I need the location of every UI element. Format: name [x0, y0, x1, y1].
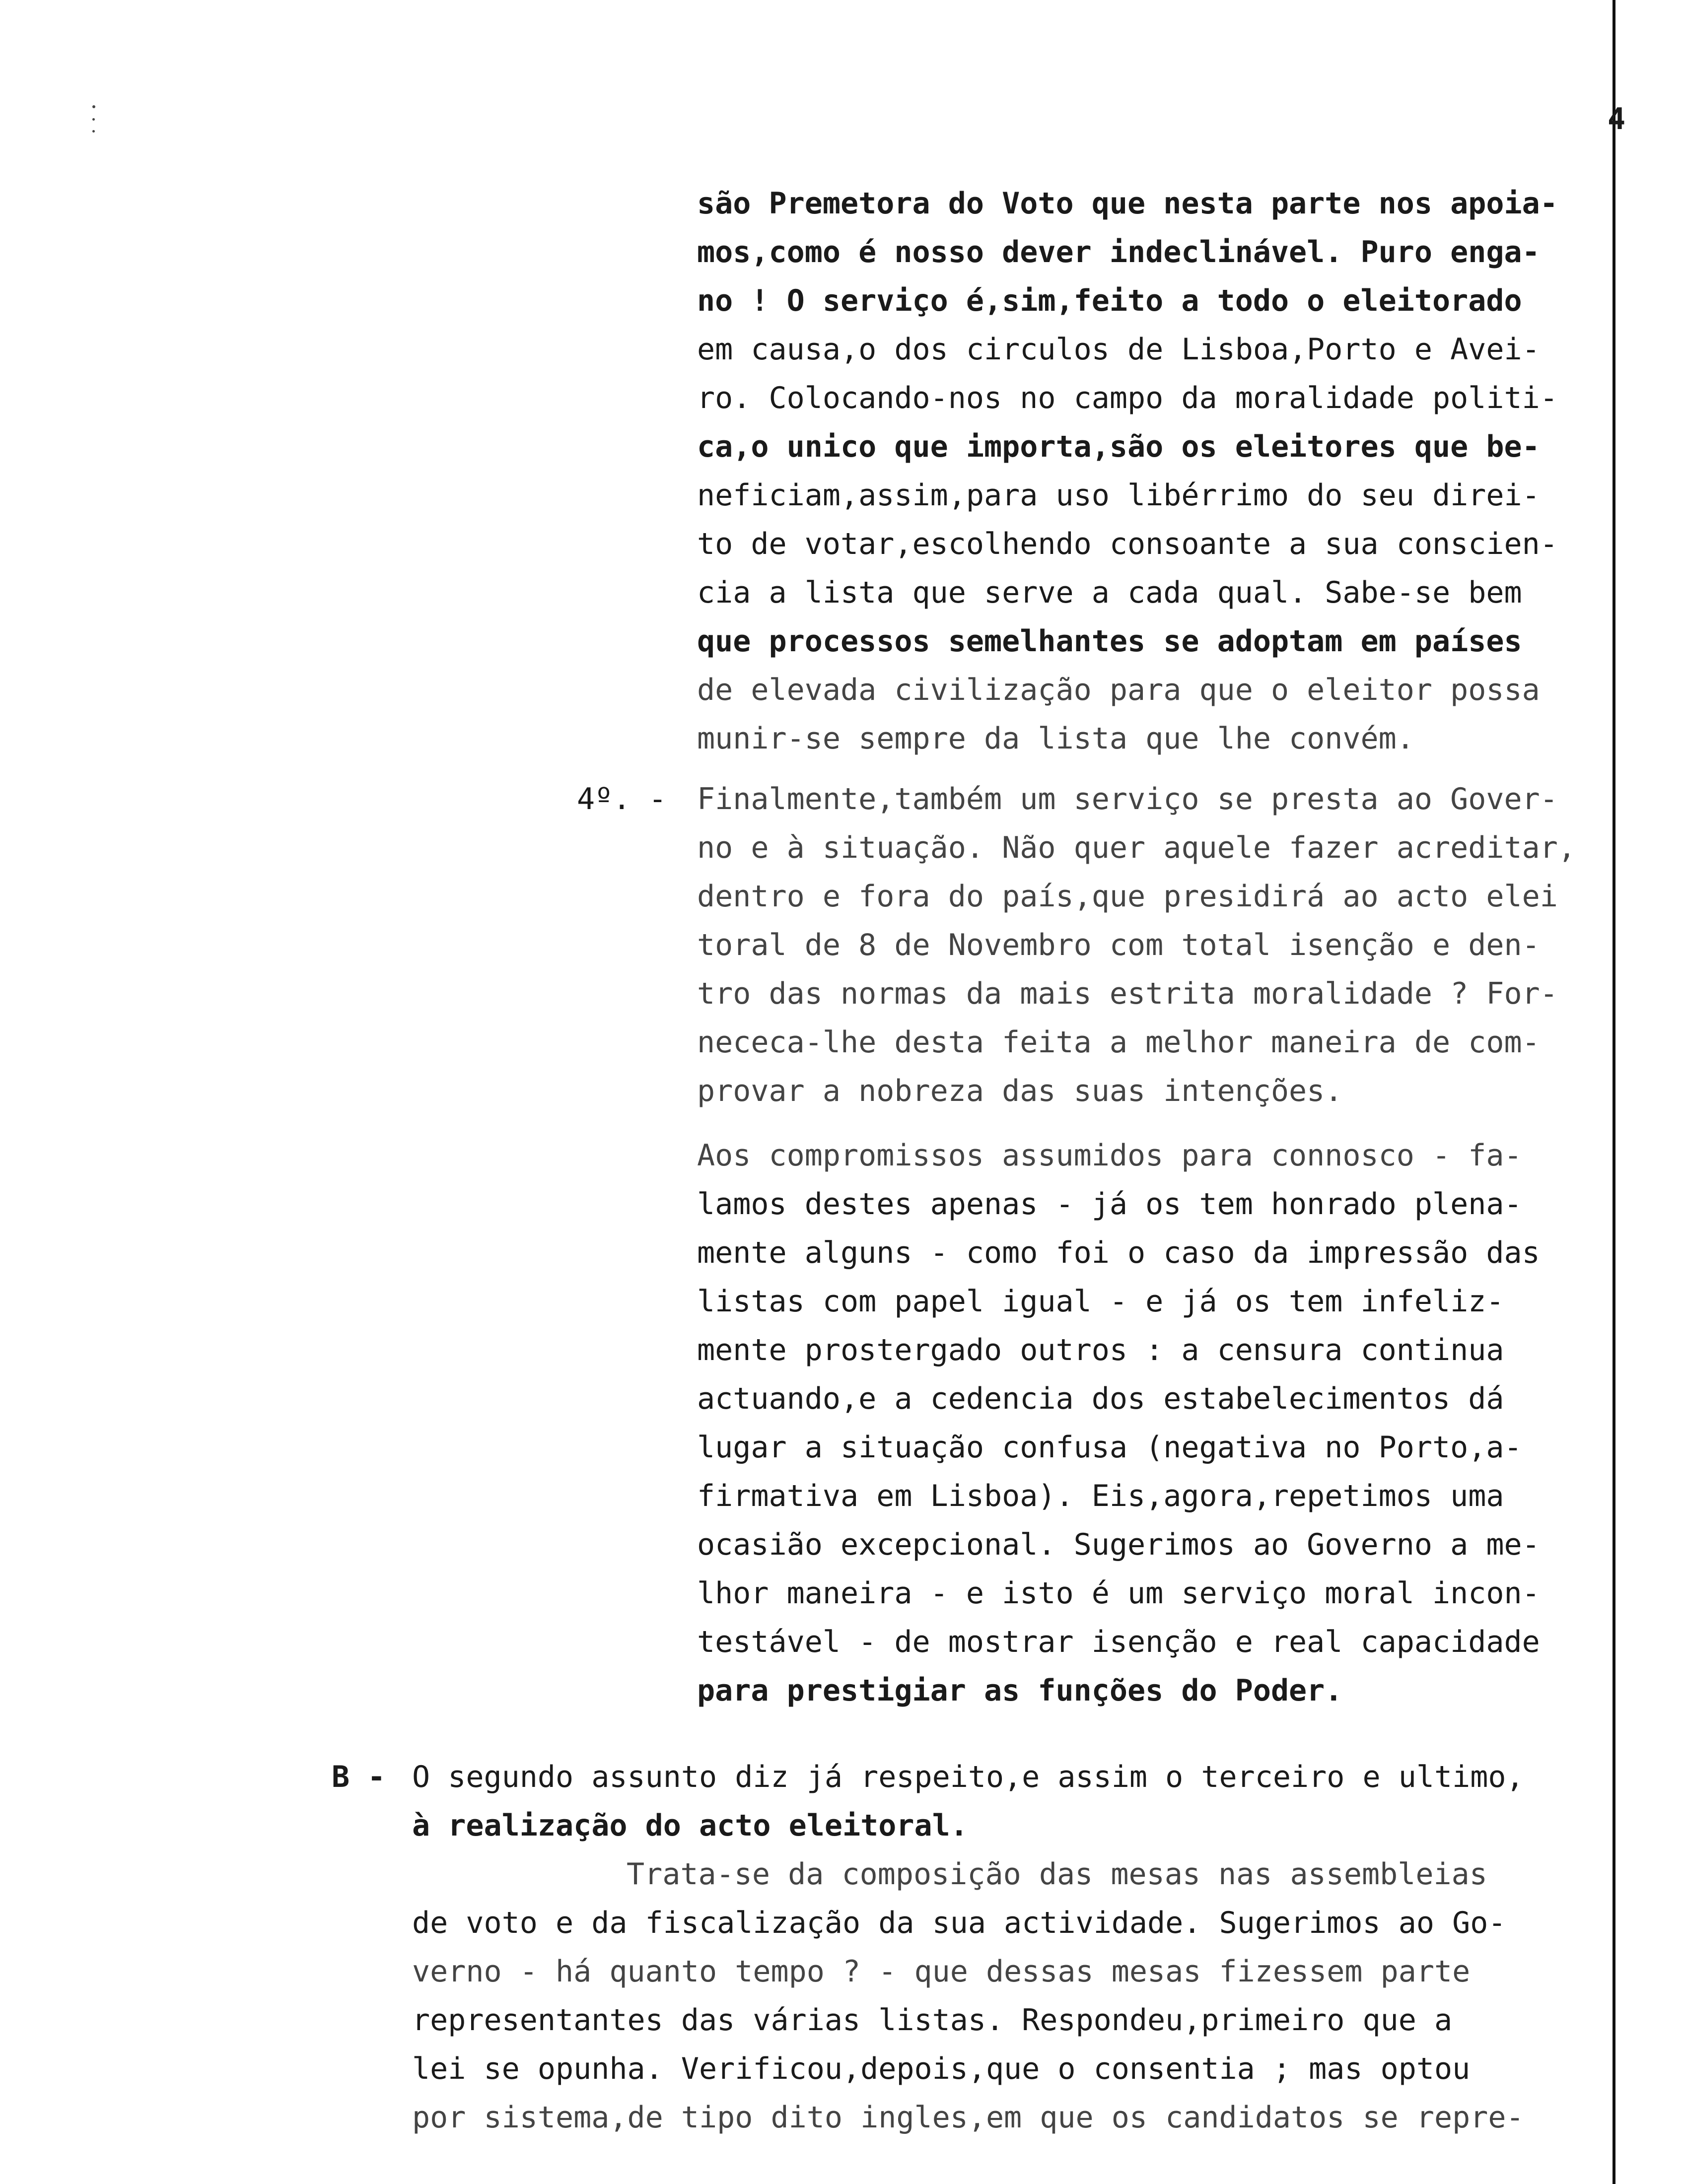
scan-speck [92, 130, 95, 133]
item-number: 4º. - [577, 782, 667, 817]
text-line: lei se opunha. Verificou,depois,que o consentia ; mas optou [412, 2051, 1471, 2086]
text-line: actuando,e a cedencia dos estabelecimentos dá [697, 1381, 1504, 1416]
text-line: O segundo assunto diz já respeito,e assim o terceiro e ultimo, [412, 1760, 1524, 1794]
text-line: são Premetora do Voto que nesta parte nos apoia- [697, 186, 1558, 221]
text-line: lhor maneira - e isto é um serviço moral incon- [697, 1576, 1540, 1611]
text-line: dentro e fora do país,que presidirá ao acto elei [697, 879, 1558, 914]
text-line: Aos compromissos assumidos para connosco - fa- [697, 1138, 1522, 1173]
text-line: firmativa em Lisboa). Eis,agora,repetimos uma [697, 1479, 1504, 1513]
text-line: cia a lista que serve a cada qual. Sabe-se bem [697, 575, 1522, 610]
text-line: listas com papel igual - e já os tem infeliz- [697, 1284, 1504, 1319]
text-line: de voto e da fiscalização da sua actividade. Sugerimos ao Go- [412, 1906, 1506, 1940]
section-label: B - [332, 1760, 386, 1794]
scan-speck [92, 118, 95, 121]
text-line: mente prostergado outros : a censura continua [697, 1333, 1504, 1367]
text-line: por sistema,de tipo dito ingles,em que os candidatos se repre- [412, 2100, 1524, 2135]
margin-rule [1613, 0, 1615, 2184]
text-line: no e à situação. Não quer aquele fazer acreditar, [697, 830, 1576, 865]
text-line: nececa-lhe desta feita a melhor maneira de com- [697, 1025, 1540, 1060]
text-line: de elevada civilização para que o eleitor possa [697, 673, 1540, 707]
text-line: ocasião excepcional. Sugerimos ao Governo a me- [697, 1527, 1540, 1562]
text-line: lugar a situação confusa (negativa no Porto,a- [697, 1430, 1522, 1465]
text-line: ro. Colocando-nos no campo da moralidade politi- [697, 381, 1558, 415]
text-line: no ! O serviço é,sim,feito a todo o eleitorado [697, 283, 1522, 318]
scan-speck [92, 105, 95, 108]
text-line: mente alguns - como foi o caso da impressão das [697, 1235, 1540, 1270]
text-line: à realização do acto eleitoral. [412, 1808, 968, 1843]
text-line: mos,como é nosso dever indeclinável. Puro enga- [697, 235, 1540, 270]
text-line: lamos destes apenas - já os tem honrado plena- [697, 1187, 1522, 1222]
text-line: testável - de mostrar isenção e real capacidade [697, 1625, 1540, 1659]
text-line: Finalmente,também um serviço se presta ao Gover- [697, 782, 1558, 817]
text-line: em causa,o dos circulos de Lisboa,Porto e Avei- [697, 332, 1540, 367]
text-line: toral de 8 de Novembro com total isenção e den- [697, 928, 1540, 962]
text-line: to de votar,escolhendo consoante a sua conscien- [697, 527, 1558, 561]
text-line: munir-se sempre da lista que lhe convém. [697, 721, 1414, 756]
text-line: para prestigiar as funções do Poder. [697, 1673, 1343, 1708]
text-line: verno - há quanto tempo ? - que dessas mesas fizessem parte [412, 1954, 1471, 1989]
text-line: tro das normas da mais estrita moralidade ? For- [697, 976, 1558, 1011]
page-number: 4 [1608, 102, 1626, 136]
text-line: neficiam,assim,para uso libérrimo do seu direi- [697, 478, 1540, 513]
text-line: Trata-se da composição das mesas nas assembleias [627, 1857, 1487, 1892]
text-line: que processos semelhantes se adoptam em países [697, 624, 1522, 659]
text-line: ca,o unico que importa,são os eleitores que be- [697, 429, 1540, 464]
text-line: representantes das várias listas. Respondeu,primeiro que a [412, 2003, 1453, 2038]
text-line: provar a nobreza das suas intenções. [697, 1074, 1343, 1108]
